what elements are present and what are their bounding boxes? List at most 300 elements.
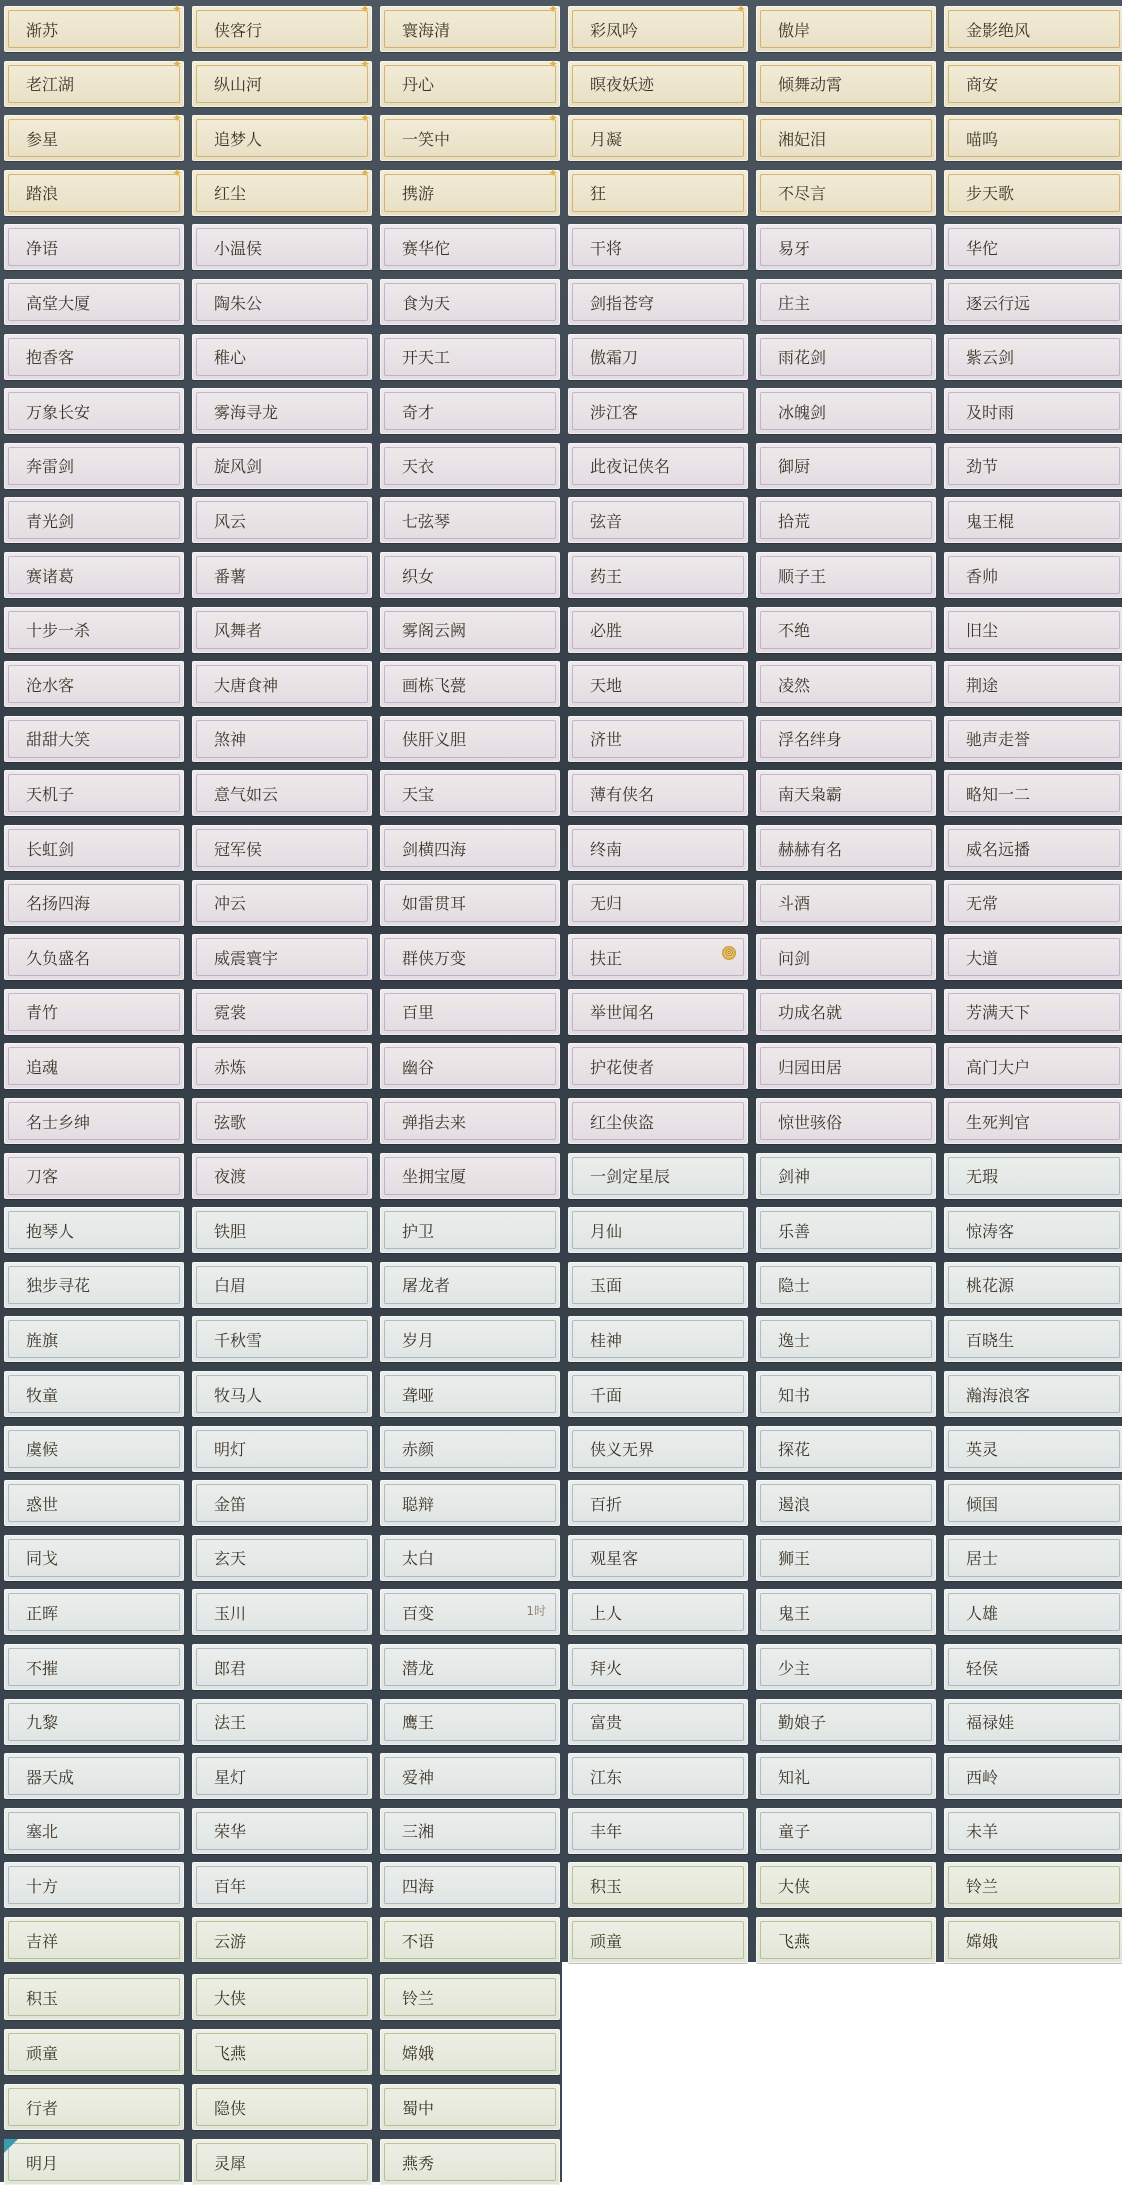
title-card[interactable] <box>568 334 748 380</box>
title-card[interactable] <box>756 1917 936 1963</box>
title-card[interactable] <box>380 1808 560 1854</box>
title-card[interactable] <box>192 770 372 816</box>
star-icon: ✦ <box>171 111 182 126</box>
title-card[interactable] <box>568 1426 748 1472</box>
title-card[interactable] <box>568 1808 748 1854</box>
title-card[interactable] <box>756 1098 936 1144</box>
title-label: 青光剑 <box>26 511 75 531</box>
title-label: 月凝 <box>590 129 623 149</box>
title-card[interactable] <box>944 1917 1122 1963</box>
title-label: 童子 <box>778 1822 811 1842</box>
title-card[interactable] <box>380 607 560 653</box>
title-card[interactable] <box>4 989 184 1035</box>
title-card[interactable] <box>756 1644 936 1690</box>
title-card[interactable] <box>192 1153 372 1199</box>
title-card[interactable] <box>756 1316 936 1362</box>
title-label: 鹰王 <box>402 1713 435 1733</box>
title-card[interactable] <box>944 1480 1122 1526</box>
title-card[interactable] <box>380 2084 560 2130</box>
title-card[interactable] <box>756 1535 936 1581</box>
title-label: 爱神 <box>402 1767 435 1787</box>
title-card[interactable] <box>756 279 936 325</box>
title-card[interactable] <box>568 1316 748 1362</box>
title-card[interactable] <box>192 1699 372 1745</box>
title-card[interactable] <box>380 1153 560 1199</box>
title-card[interactable] <box>4 1426 184 1472</box>
title-card[interactable] <box>756 1699 936 1745</box>
title-card[interactable] <box>4 497 184 543</box>
title-label: 番薯 <box>214 566 247 586</box>
title-card[interactable] <box>4 224 184 270</box>
title-card[interactable] <box>756 115 936 161</box>
title-card[interactable] <box>756 770 936 816</box>
title-card[interactable] <box>380 934 560 980</box>
title-card[interactable] <box>4 1535 184 1581</box>
title-card[interactable] <box>568 170 748 216</box>
title-card[interactable] <box>568 2 748 52</box>
title-card[interactable] <box>192 497 372 543</box>
title-card[interactable] <box>568 443 748 489</box>
title-label: 拜火 <box>590 1658 623 1678</box>
title-card[interactable] <box>568 279 748 325</box>
title-card[interactable] <box>756 388 936 434</box>
title-card[interactable] <box>756 661 936 707</box>
title-card[interactable] <box>380 1753 560 1799</box>
title-card[interactable] <box>4 1043 184 1089</box>
title-label: 玉川 <box>214 1603 247 1623</box>
title-card[interactable] <box>756 1262 936 1308</box>
title-card[interactable] <box>756 552 936 598</box>
title-card[interactable] <box>380 224 560 270</box>
title-card[interactable] <box>756 989 936 1035</box>
title-label: 倾舞动霄 <box>778 75 843 95</box>
title-card[interactable] <box>944 443 1122 489</box>
title-card[interactable] <box>192 661 372 707</box>
title-card[interactable] <box>568 552 748 598</box>
title-label: 高门大户 <box>966 1057 1031 1077</box>
title-card[interactable] <box>4 165 184 216</box>
title-label: 天衣 <box>402 457 435 477</box>
title-label: 威名远播 <box>966 839 1031 859</box>
title-card[interactable] <box>4 1644 184 1690</box>
title-card[interactable] <box>756 1153 936 1199</box>
title-card[interactable] <box>192 2 372 52</box>
title-card[interactable] <box>944 825 1122 871</box>
title-card[interactable] <box>192 165 372 216</box>
title-card[interactable] <box>192 1371 372 1417</box>
title-card[interactable] <box>380 1262 560 1308</box>
title-label: 紫云剑 <box>966 348 1015 368</box>
title-card[interactable] <box>380 1426 560 1472</box>
title-label: 纵山河 <box>214 75 263 95</box>
title-card[interactable] <box>4 279 184 325</box>
title-label: 侠义无界 <box>590 1440 655 1460</box>
title-card[interactable] <box>568 61 748 107</box>
title-card[interactable] <box>756 1862 936 1908</box>
title-card[interactable] <box>380 1589 560 1635</box>
title-label: 十方 <box>26 1876 59 1896</box>
title-card[interactable] <box>756 1207 936 1253</box>
title-card[interactable] <box>568 1535 748 1581</box>
title-card[interactable] <box>568 1262 748 1308</box>
title-label: 冲云 <box>214 894 247 914</box>
extra-title-grid <box>0 1962 562 2182</box>
title-label: 屠龙者 <box>402 1276 451 1296</box>
title-card[interactable] <box>568 607 748 653</box>
title-card[interactable] <box>192 2139 372 2185</box>
title-card[interactable] <box>192 1589 372 1635</box>
title-card[interactable] <box>568 497 748 543</box>
title-card[interactable] <box>568 1862 748 1908</box>
title-card[interactable] <box>756 497 936 543</box>
title-card[interactable] <box>192 880 372 926</box>
title-card[interactable] <box>944 1153 1122 1199</box>
title-label: 驰声走誉 <box>966 730 1031 750</box>
title-card[interactable] <box>756 1753 936 1799</box>
title-card[interactable] <box>568 1043 748 1089</box>
title-card[interactable] <box>4 2029 184 2075</box>
title-card[interactable] <box>192 1316 372 1362</box>
title-card[interactable] <box>380 1098 560 1144</box>
title-label: 明月 <box>26 2153 59 2173</box>
title-label: 铃兰 <box>402 1988 435 2008</box>
title-card[interactable] <box>944 1808 1122 1854</box>
title-card[interactable] <box>4 56 184 107</box>
title-card[interactable] <box>568 1480 748 1526</box>
title-card[interactable] <box>944 552 1122 598</box>
title-label: 少主 <box>778 1658 811 1678</box>
title-card[interactable] <box>380 661 560 707</box>
title-label: 归园田居 <box>778 1057 843 1077</box>
title-card[interactable] <box>192 1535 372 1581</box>
title-card[interactable] <box>756 6 936 52</box>
title-card[interactable] <box>4 1371 184 1417</box>
star-icon: ✦ <box>359 165 370 180</box>
title-card[interactable] <box>192 111 372 161</box>
title-label: 玄天 <box>214 1549 247 1569</box>
title-card[interactable] <box>944 1426 1122 1472</box>
title-card[interactable] <box>4 1316 184 1362</box>
title-card[interactable] <box>944 607 1122 653</box>
title-card[interactable] <box>568 825 748 871</box>
title-card[interactable] <box>192 224 372 270</box>
title-card[interactable] <box>4 1480 184 1526</box>
title-card[interactable] <box>568 1699 748 1745</box>
title-card[interactable] <box>192 443 372 489</box>
title-card[interactable] <box>380 1917 560 1963</box>
title-card[interactable] <box>192 388 372 434</box>
title-card[interactable] <box>944 661 1122 707</box>
title-label: 步天歌 <box>966 184 1015 204</box>
title-card[interactable] <box>4 443 184 489</box>
title-card[interactable] <box>944 279 1122 325</box>
title-label: 喵呜 <box>966 129 999 149</box>
title-label: 无常 <box>966 894 999 914</box>
title-card[interactable] <box>380 880 560 926</box>
title-label: 百折 <box>590 1494 623 1514</box>
title-label: 名士乡绅 <box>26 1112 91 1132</box>
title-label: 名扬四海 <box>26 894 91 914</box>
title-card[interactable] <box>380 497 560 543</box>
title-card[interactable] <box>568 716 748 762</box>
title-card[interactable] <box>756 61 936 107</box>
title-card[interactable] <box>380 1535 560 1581</box>
title-card[interactable] <box>944 1753 1122 1799</box>
title-card[interactable] <box>944 1589 1122 1635</box>
title-card[interactable] <box>4 1917 184 1963</box>
title-card[interactable] <box>4 1862 184 1908</box>
title-card[interactable] <box>944 115 1122 161</box>
title-card[interactable] <box>944 770 1122 816</box>
title-card[interactable] <box>4 1098 184 1144</box>
title-card[interactable] <box>944 1207 1122 1253</box>
title-card[interactable] <box>568 770 748 816</box>
title-card[interactable] <box>192 1917 372 1963</box>
title-card[interactable] <box>4 552 184 598</box>
title-card[interactable] <box>380 279 560 325</box>
title-card[interactable] <box>568 1917 748 1963</box>
title-label: 天地 <box>590 675 623 695</box>
title-card[interactable] <box>4 1808 184 1854</box>
title-card[interactable] <box>756 607 936 653</box>
title-card[interactable] <box>192 2029 372 2075</box>
title-card[interactable] <box>192 825 372 871</box>
title-card[interactable] <box>192 1207 372 1253</box>
title-card[interactable] <box>380 165 560 216</box>
title-card[interactable] <box>4 934 184 980</box>
title-card[interactable] <box>568 1371 748 1417</box>
title-card[interactable] <box>4 1589 184 1635</box>
title-card[interactable] <box>944 1699 1122 1745</box>
title-card[interactable] <box>380 1974 560 2020</box>
title-card[interactable] <box>756 1808 936 1854</box>
title-label: 薄有侠名 <box>590 784 655 804</box>
title-card[interactable] <box>192 716 372 762</box>
title-card[interactable] <box>944 934 1122 980</box>
title-card[interactable] <box>944 497 1122 543</box>
title-card[interactable] <box>568 1589 748 1635</box>
title-card[interactable] <box>568 1098 748 1144</box>
title-card[interactable] <box>380 388 560 434</box>
title-label: 江东 <box>590 1767 623 1787</box>
title-card[interactable] <box>192 1808 372 1854</box>
title-label: 玉面 <box>590 1276 623 1296</box>
title-card[interactable] <box>944 334 1122 380</box>
title-card[interactable] <box>4 2 184 52</box>
title-card[interactable] <box>756 224 936 270</box>
title-card[interactable] <box>756 1480 936 1526</box>
title-card[interactable] <box>568 1153 748 1199</box>
title-label: 万象长安 <box>26 402 91 422</box>
title-label: 拾荒 <box>778 511 811 531</box>
title-card[interactable] <box>4 825 184 871</box>
title-card[interactable] <box>4 607 184 653</box>
title-card[interactable] <box>380 2139 560 2185</box>
title-card[interactable] <box>192 1753 372 1799</box>
title-card[interactable] <box>380 1480 560 1526</box>
title-card[interactable] <box>380 1699 560 1745</box>
title-card[interactable] <box>192 1862 372 1908</box>
title-card[interactable] <box>568 989 748 1035</box>
title-card[interactable] <box>380 989 560 1035</box>
title-card[interactable] <box>192 2084 372 2130</box>
title-card[interactable] <box>944 1862 1122 1908</box>
title-label: 岁月 <box>402 1330 435 1350</box>
title-card[interactable] <box>380 56 560 107</box>
title-card[interactable] <box>944 388 1122 434</box>
title-label: 聋哑 <box>402 1385 435 1405</box>
title-card[interactable] <box>380 443 560 489</box>
title-label: 奇才 <box>402 402 435 422</box>
title-label: 塞北 <box>26 1822 59 1842</box>
title-card[interactable] <box>4 2084 184 2130</box>
title-card[interactable] <box>4 880 184 926</box>
title-card[interactable] <box>380 1043 560 1089</box>
title-card[interactable] <box>944 1316 1122 1362</box>
title-label: 净语 <box>26 238 59 258</box>
title-card[interactable] <box>192 934 372 980</box>
title-card[interactable] <box>380 1371 560 1417</box>
title-card[interactable] <box>944 61 1122 107</box>
title-card[interactable] <box>192 1043 372 1089</box>
title-card[interactable] <box>4 661 184 707</box>
title-card[interactable] <box>756 716 936 762</box>
title-card[interactable] <box>4 1207 184 1253</box>
title-card[interactable] <box>756 170 936 216</box>
title-card[interactable] <box>944 224 1122 270</box>
title-card[interactable] <box>756 880 936 926</box>
title-card[interactable] <box>380 1644 560 1690</box>
title-label: 奔雷剑 <box>26 457 75 477</box>
title-card[interactable] <box>4 1153 184 1199</box>
title-label: 药王 <box>590 566 623 586</box>
title-card[interactable] <box>944 716 1122 762</box>
title-card[interactable] <box>4 1699 184 1745</box>
title-label: 易牙 <box>778 238 811 258</box>
title-card[interactable] <box>380 1207 560 1253</box>
title-card[interactable] <box>756 825 936 871</box>
title-card[interactable] <box>756 1043 936 1089</box>
title-card[interactable] <box>756 934 936 980</box>
title-card[interactable] <box>944 1644 1122 1690</box>
title-label: 百晓生 <box>966 1330 1015 1350</box>
title-card[interactable] <box>944 989 1122 1035</box>
title-label: 惊世骇俗 <box>778 1112 843 1132</box>
title-label: 雾阁云阙 <box>402 621 467 641</box>
title-card[interactable] <box>192 1098 372 1144</box>
title-label: 千面 <box>590 1385 623 1405</box>
title-label: 画栋飞甍 <box>402 675 467 695</box>
title-label: 隐侠 <box>214 2098 247 2118</box>
title-card[interactable] <box>4 111 184 161</box>
title-label: 群侠万变 <box>402 948 467 968</box>
title-card[interactable] <box>4 2139 184 2185</box>
title-label: 蜀中 <box>402 2098 435 2118</box>
title-card[interactable] <box>4 1262 184 1308</box>
title-label: 鬼王 <box>778 1603 811 1623</box>
title-card[interactable] <box>4 1753 184 1799</box>
title-label: 行者 <box>26 2098 59 2118</box>
title-card[interactable] <box>944 1535 1122 1581</box>
title-label: 狮王 <box>778 1549 811 1569</box>
title-card[interactable] <box>4 388 184 434</box>
title-card[interactable] <box>944 1371 1122 1417</box>
title-card[interactable] <box>192 607 372 653</box>
title-label: 丹心 <box>402 75 435 95</box>
title-card[interactable] <box>380 2029 560 2075</box>
title-card[interactable] <box>192 1644 372 1690</box>
title-card[interactable] <box>756 334 936 380</box>
title-card[interactable] <box>192 334 372 380</box>
title-label: 剑神 <box>778 1167 811 1187</box>
title-card[interactable] <box>4 1974 184 2020</box>
title-card[interactable] <box>568 661 748 707</box>
title-label: 抱琴人 <box>26 1221 75 1241</box>
title-card[interactable] <box>192 279 372 325</box>
title-card[interactable] <box>756 1589 936 1635</box>
title-card[interactable] <box>380 770 560 816</box>
title-card[interactable] <box>944 1043 1122 1089</box>
title-label: 正晖 <box>26 1603 59 1623</box>
title-card[interactable] <box>380 1862 560 1908</box>
title-label: 生死判官 <box>966 1112 1031 1132</box>
title-label: 白眉 <box>214 1276 247 1296</box>
title-card[interactable] <box>568 115 748 161</box>
title-card[interactable] <box>568 880 748 926</box>
title-card[interactable] <box>380 716 560 762</box>
title-card[interactable] <box>4 770 184 816</box>
title-card[interactable] <box>756 443 936 489</box>
title-card[interactable] <box>568 224 748 270</box>
title-card[interactable] <box>944 1098 1122 1144</box>
title-card[interactable] <box>568 934 748 980</box>
title-label: 牧马人 <box>214 1385 263 1405</box>
title-card[interactable] <box>568 1644 748 1690</box>
title-card[interactable] <box>944 1262 1122 1308</box>
title-card[interactable] <box>192 989 372 1035</box>
title-card[interactable] <box>4 716 184 762</box>
title-card[interactable] <box>380 825 560 871</box>
title-label: 煞神 <box>214 730 247 750</box>
title-card[interactable] <box>192 552 372 598</box>
title-card[interactable] <box>756 1426 936 1472</box>
title-card[interactable] <box>192 1426 372 1472</box>
title-label: 未羊 <box>966 1822 999 1842</box>
title-card[interactable] <box>192 56 372 107</box>
title-card[interactable] <box>380 1316 560 1362</box>
title-card[interactable] <box>192 1480 372 1526</box>
title-card[interactable] <box>944 6 1122 52</box>
title-card[interactable] <box>192 1974 372 2020</box>
title-card[interactable] <box>380 334 560 380</box>
title-card[interactable] <box>380 111 560 161</box>
title-label: 商安 <box>966 75 999 95</box>
title-card[interactable] <box>380 2 560 52</box>
title-card[interactable] <box>756 1371 936 1417</box>
title-card[interactable] <box>944 880 1122 926</box>
title-card[interactable] <box>568 1207 748 1253</box>
title-card[interactable] <box>944 170 1122 216</box>
title-card[interactable] <box>380 552 560 598</box>
title-card[interactable] <box>192 1262 372 1308</box>
title-label: 知礼 <box>778 1767 811 1787</box>
title-label: 居士 <box>966 1549 999 1569</box>
title-label: 潜龙 <box>402 1658 435 1678</box>
title-label: 侠肝义胆 <box>402 730 467 750</box>
title-card[interactable] <box>568 388 748 434</box>
title-card[interactable] <box>568 1753 748 1799</box>
title-card[interactable] <box>4 334 184 380</box>
